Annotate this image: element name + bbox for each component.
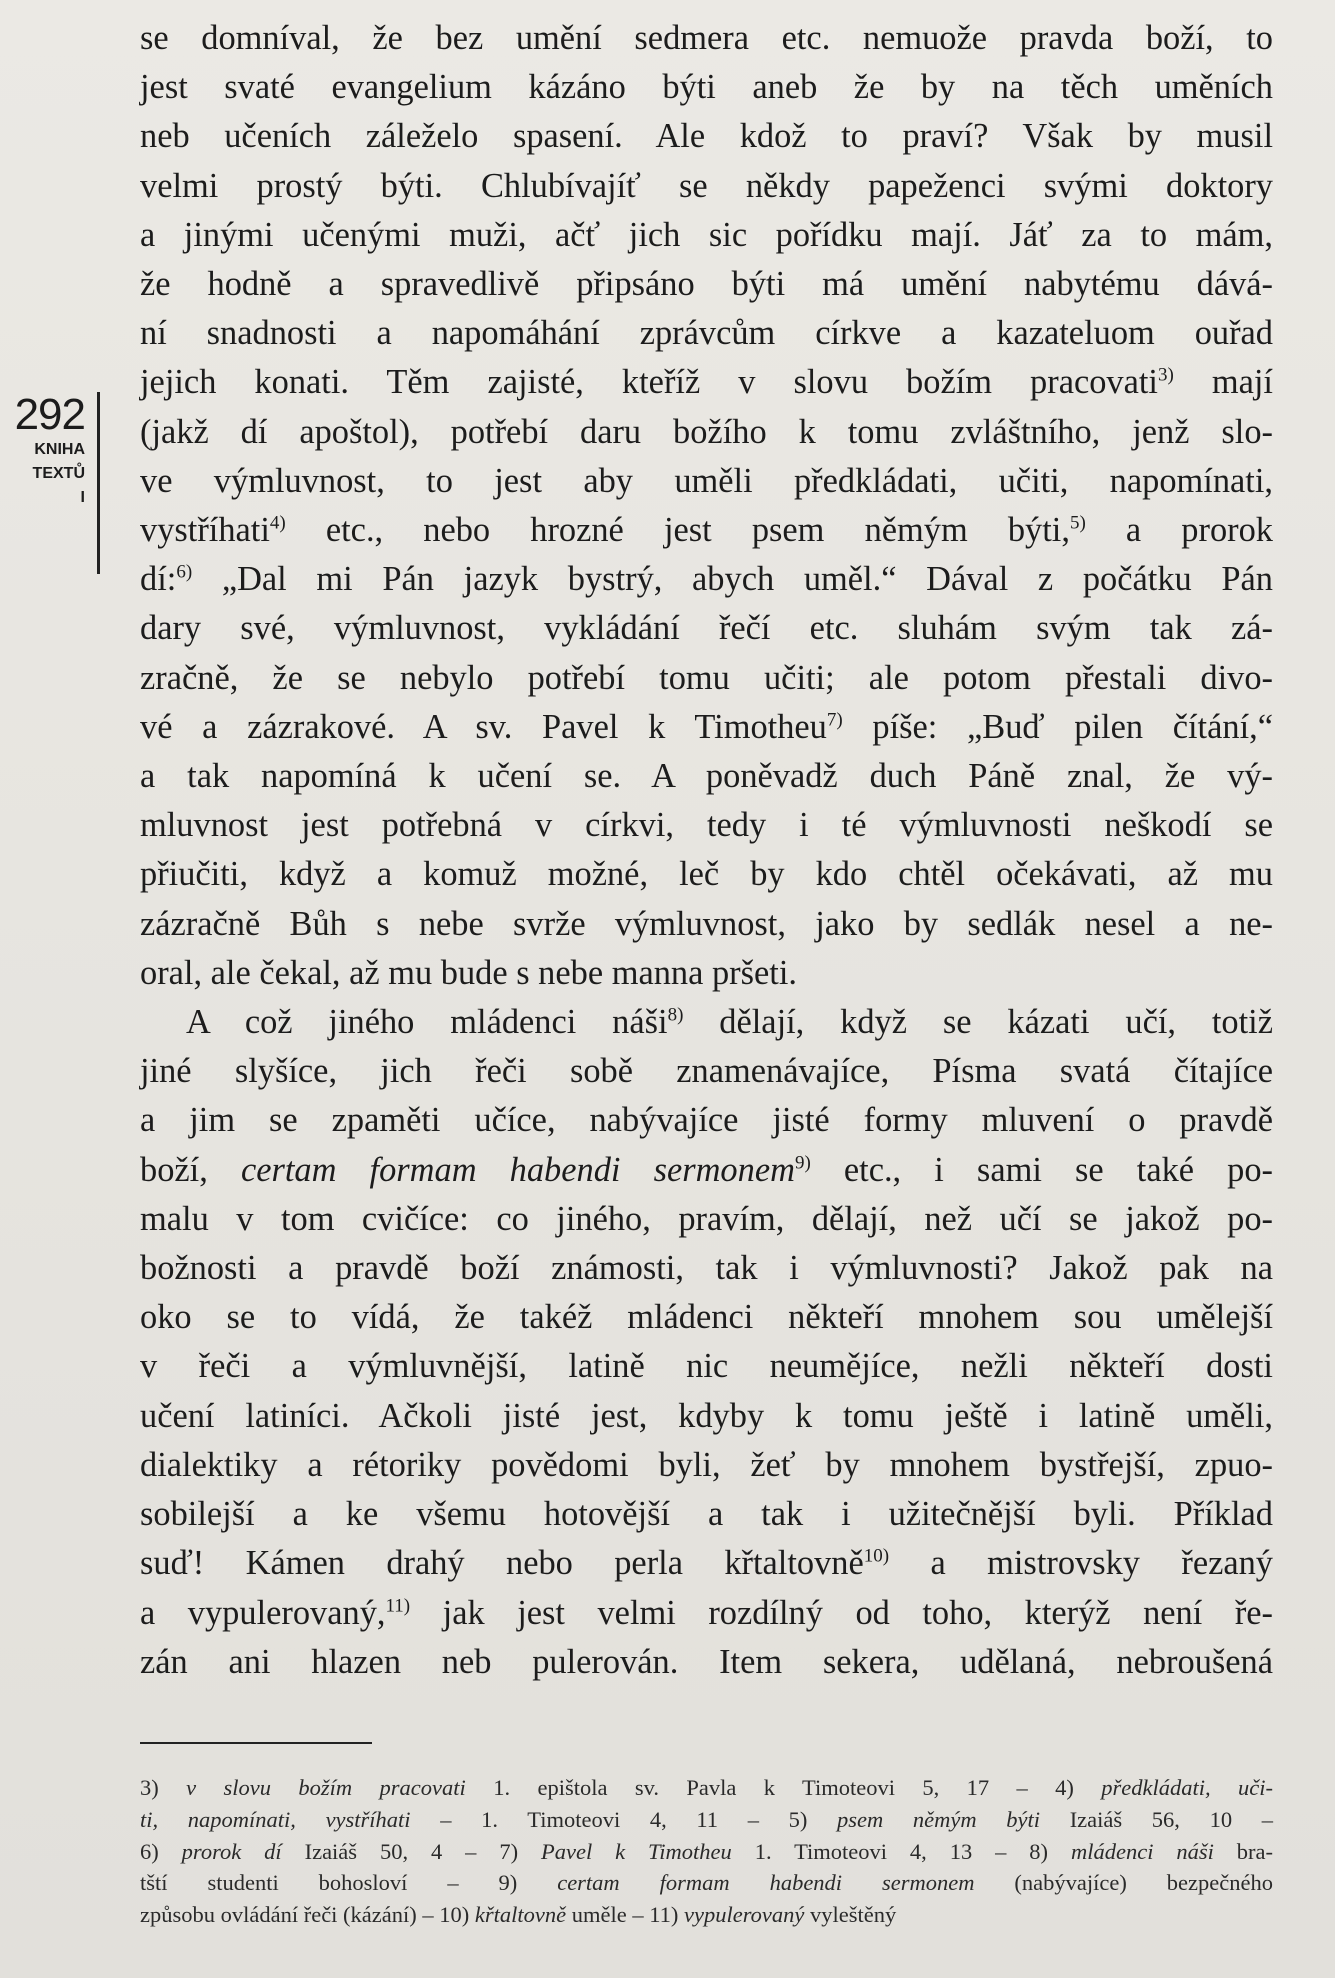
text-line: velmi prostý býti. Chlubívajíť se někdy papeženci svými doktory xyxy=(140,166,1273,205)
footnote-line-5: způsobu ovládání řeči (kázání) – 10) křtaltovně uměle – 11) vypulerovaný vyleštěný xyxy=(140,1902,897,1928)
text-segment: jejich konati. Těm zajisté, kteříž v slovu božím pracovati xyxy=(140,363,1158,402)
text-segment: jak jest velmi rozdílný od toho, kterýž není ře- xyxy=(410,1593,1274,1632)
footnote-ref: 3) xyxy=(1158,364,1174,386)
text-line: a jim se zpaměti učíce, nabývajíce jisté formy mluvení o pravdě xyxy=(140,1101,1273,1140)
text-segment: boží, xyxy=(140,1150,208,1189)
footnote-ref: 9) xyxy=(794,1152,811,1174)
footnote-line-1: 3) v slovu božím pracovati 1. epištola sv. Pavla k Timoteovi 5, 17 – 4) předkládati, uči- xyxy=(140,1775,1274,1800)
body-text xyxy=(140,14,1273,1687)
text-line xyxy=(140,358,1273,407)
paragraph-1 xyxy=(140,14,1273,998)
text-line: sobilejší a ke všemu hotovější a tak i užitečnější byli. Příklad xyxy=(140,1495,1273,1534)
text-line xyxy=(140,506,1273,555)
footnote-ref: 5) xyxy=(1069,512,1086,534)
text-line xyxy=(140,1146,1273,1195)
footnote-ref: 4) xyxy=(269,512,286,534)
text-segment: suď! Kámen drahý nebo perla křtaltovně xyxy=(140,1544,864,1583)
text-line: zračně, že se nebylo potřebí tomu učiti; ale potom přestali divo- xyxy=(140,658,1273,697)
text-segment: a vypulerovaný, xyxy=(140,1593,386,1632)
text-line: a tak napomíná k učení se. A poněvadž duch Páně znal, že vý- xyxy=(140,757,1273,796)
text-line xyxy=(140,1539,1273,1588)
text-line: oral, ale čekal, až mu bude s nebe manna pršeti. xyxy=(140,953,797,992)
margin-label-line-3: I xyxy=(80,489,85,506)
text-line: ve výmluvnost, to jest aby uměli předkládati, učiti, napomínati, xyxy=(140,461,1273,500)
text-line: jest svaté evangelium kázáno býti aneb že by na těch uměních xyxy=(140,68,1273,107)
text-line: mluvnost jest potřebná v církvi, tedy i té výmluvnosti neškodí se xyxy=(140,806,1273,845)
footnote-line-2: ti, napomínati, vystříhati – 1. Timoteovi 4, 11 – 5) psem němým býti Izaiáš 56, 10 – xyxy=(140,1806,1273,1832)
text-line xyxy=(140,703,1273,752)
paragraph-2 xyxy=(140,998,1273,1687)
text-line xyxy=(140,555,1273,604)
footnote-ref: 11) xyxy=(385,1595,411,1617)
text-segment: a prorok xyxy=(1085,511,1273,550)
text-line: v řeči a výmluvnější, latině nic neumějíce, nežli někteří dosti xyxy=(140,1347,1273,1386)
text-segment: mají xyxy=(1173,363,1273,402)
text-segment: píše: „Buď pilen čítání,“ xyxy=(842,707,1273,746)
text-line: přiučiti, když a komuž možné, leč by kdo chtěl očekávati, až mu xyxy=(140,855,1273,894)
footnote-ref: 10) xyxy=(863,1545,890,1567)
text-segment: etc., nebo hrozné jest psem němým býti, xyxy=(285,511,1070,550)
text-segment: etc., i sami se také po- xyxy=(810,1150,1273,1189)
margin-note xyxy=(0,392,100,574)
footnote-ref: 6) xyxy=(176,561,193,583)
text-line xyxy=(140,1589,1273,1638)
text-segment: vé a zázrakové. A sv. Pavel k Timotheu xyxy=(140,707,827,746)
text-segment: A což jiného mládenci náši xyxy=(186,1003,668,1042)
text-line: oko se to vídá, že takéž mládenci někteří mnohem sou umělejší xyxy=(140,1298,1273,1337)
text-line: dialektiky a rétoriky povědomi byli, žeť by mnohem bystřejší, zpuo- xyxy=(140,1445,1273,1484)
footnotes xyxy=(140,1772,1273,1931)
text-segment: a mistrovsky řezaný xyxy=(889,1544,1274,1583)
text-line xyxy=(140,998,1273,1047)
footnote-ref: 7) xyxy=(826,709,843,731)
text-line: a jinými učenými muži, ačť jich sic pořídku mají. Jáť za to mám, xyxy=(140,215,1273,254)
margin-label-line-2: TEXTŮ xyxy=(32,465,85,482)
text-line: malu v tom cvičíce: co jiného, pravím, dělají, než učí se jakož po- xyxy=(140,1199,1273,1238)
text-line: ní snadnosti a napomáhání zprávcům církve a kazateluom ouřad xyxy=(140,314,1273,353)
text-line: božnosti a pravdě boží známosti, tak i výmluvnosti? Jakož pak na xyxy=(140,1249,1273,1288)
text-segment: dí: xyxy=(140,560,177,599)
footnote-line-4: tští studenti bohosloví – 9) certam formam habendi sermonem (nabývajíce) bezpečného xyxy=(140,1870,1273,1896)
page-number: 292 xyxy=(14,390,85,439)
text-segment: „Dal mi Pán jazyk bystrý, abych uměl.“ Dával z počátku Pán xyxy=(192,560,1273,599)
text-line: dary své, výmluvnost, vykládání řečí etc. sluhám svým tak zá- xyxy=(140,609,1273,648)
text-line: (jakž dí apoštol), potřebí daru božího k tomu zvláštního, jenž slo- xyxy=(140,412,1273,451)
footnote-rule xyxy=(140,1742,372,1744)
text-line: zázračně Bůh s nebe svrže výmluvnost, jako by sedlák nesel a ne- xyxy=(140,904,1273,943)
text-line: že hodně a spravedlivě připsáno býti má umění nabytému dává- xyxy=(140,265,1273,304)
text-segment: dělají, když se kázati učí, totiž xyxy=(683,1003,1273,1042)
latin-phrase: certam formam habendi sermonem xyxy=(240,1150,795,1189)
margin-label-line-1: KNIHA xyxy=(34,441,85,458)
text-line: neb učeních záleželo spasení. Ale kdož to praví? Však by musil xyxy=(140,117,1273,156)
text-line: učení latiníci. Ačkoli jisté jest, kdyby k tomu ještě i latině uměli, xyxy=(140,1396,1273,1435)
footnote-ref: 8) xyxy=(667,1004,684,1026)
text-segment: vystříhati xyxy=(140,511,270,550)
text-line: se domníval, že bez umění sedmera etc. nemuože pravda boží, to xyxy=(140,19,1273,57)
footnote-line-3: 6) prorok dí Izaiáš 50, 4 – 7) Pavel k Timotheu 1. Timoteovi 4, 13 – 8) mládenci náši bra- xyxy=(140,1838,1274,1864)
text-line: zán ani hlazen neb pulerován. Item sekera, udělaná, nebroušená xyxy=(140,1642,1273,1681)
text-line: jiné slyšíce, jich řeči sobě znamenávajíce, Písma svatá čítajíce xyxy=(140,1052,1273,1091)
